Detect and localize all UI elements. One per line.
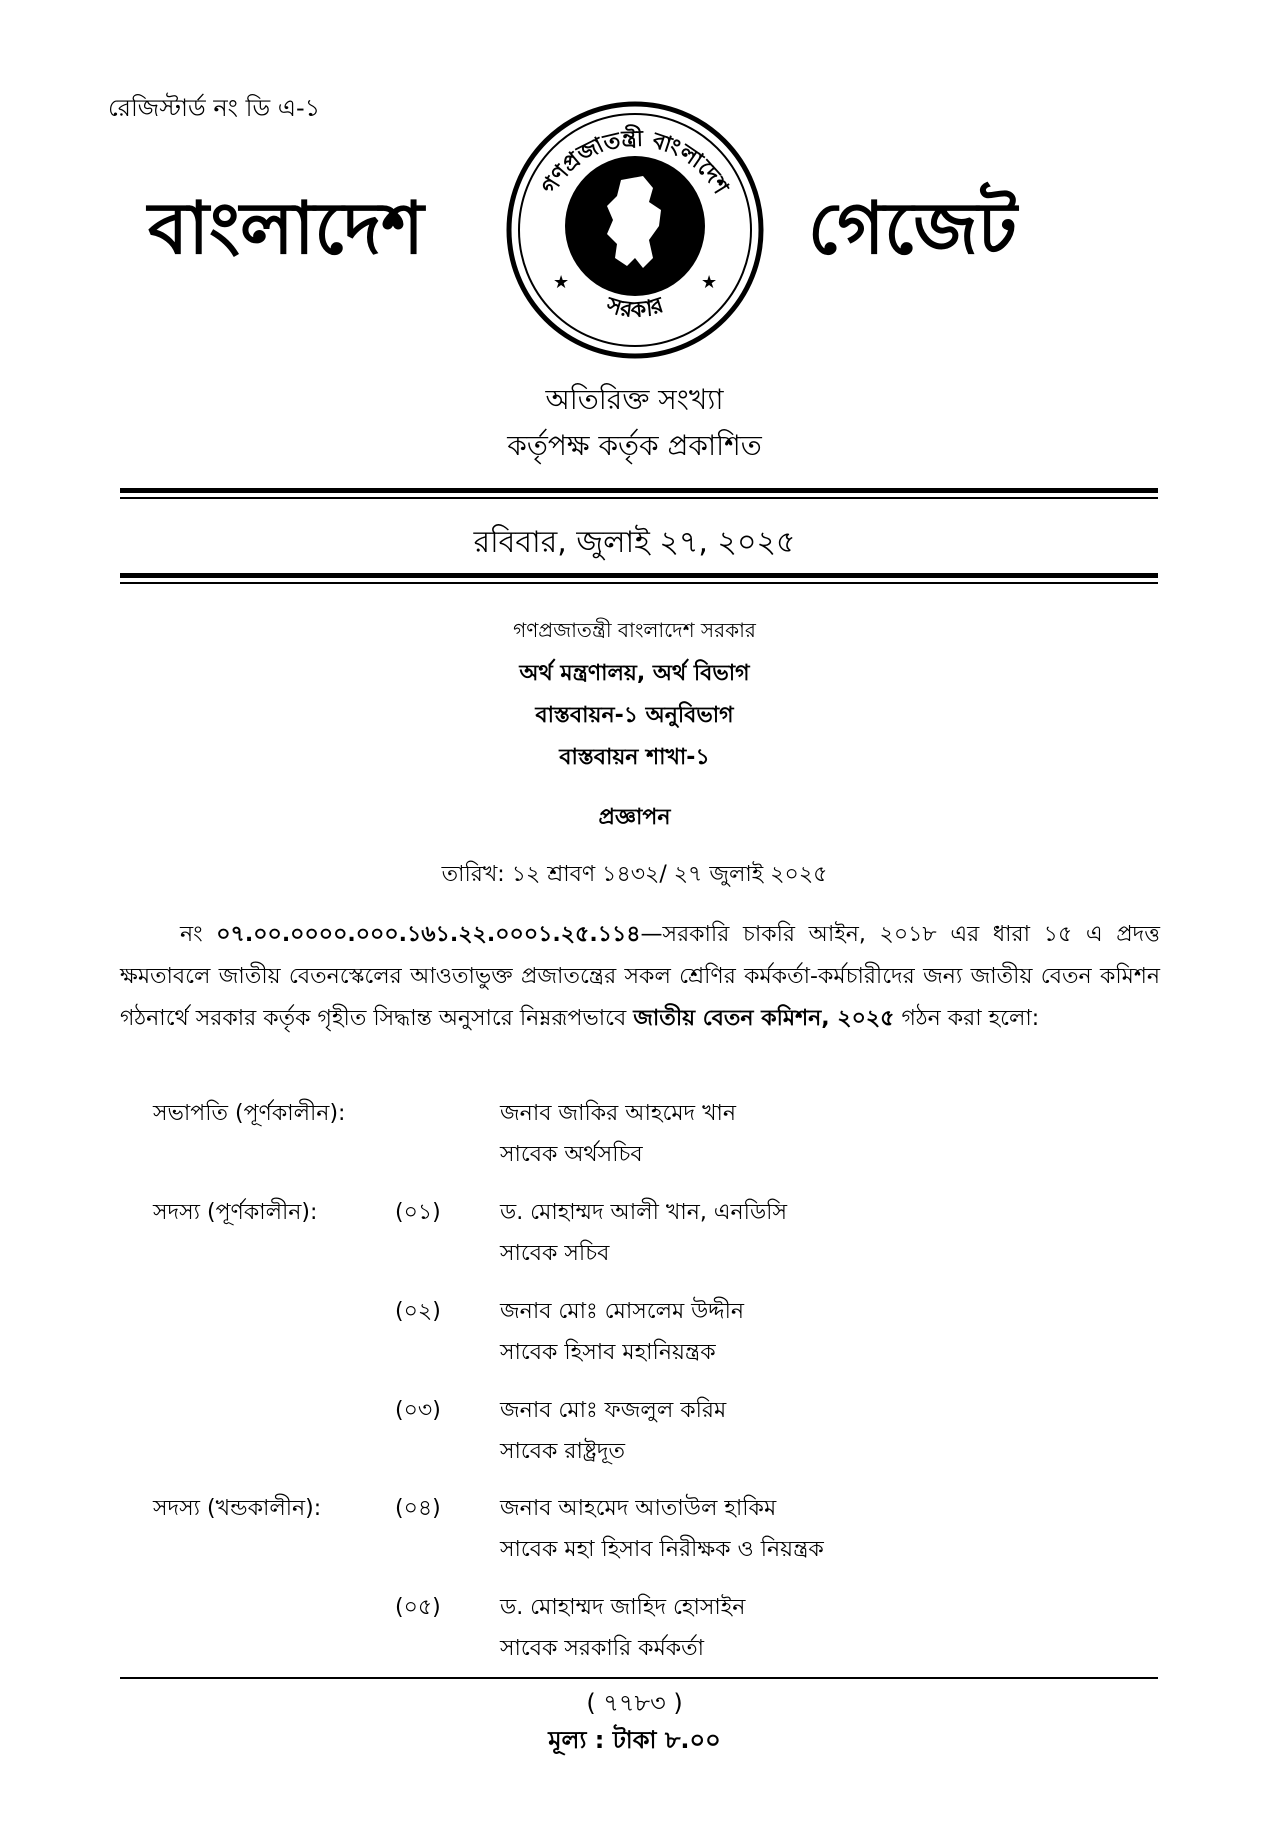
memo-number: ০৭.০০.০০০০.০০০.১৬১.২২.০০০১.২৫.১১৪ [216,922,641,947]
page-number: ( ৭৭৮৩ ) [586,1689,683,1717]
member-name: জনাব আহমেদ আতাউল হাকিম [500,1496,777,1521]
government-name: গণপ্রজাতন্ত্রী বাংলাদেশ সরকার [513,618,756,642]
paragraph-text-1: —সরকারি চাকরি আইন, ২০১৮ এর ধারা ১৫ এ প্রদত্ত ক্ষমতাবলে জাতীয় বেতনস্কেলের আওতাভুক্ত প্রজাতন্ত্রের সকল শ্রেণির কর্মকর্তা-কর্মচারীদের জন্য জাতীয় বেতন কমিশন গঠনার্থে সরকার কর্তৃক গৃহীত সিদ্ধান্ত অনুসারে নিম্নরূপভাবে [120,922,1160,1031]
member-title: সাবেক রাষ্ট্রদূত [500,1439,625,1464]
header-rule-thin [120,497,1158,499]
commission-name: জাতীয় বেতন কমিশন, ২০২৫ [633,1006,895,1031]
member-title: সাবেক সচিব [500,1241,610,1266]
header-rule-thick [120,488,1158,493]
branch-name: বাস্তবায়ন শাখা-১ [559,745,710,770]
extraordinary-issue: অতিরিক্ত সংখ্যা [545,383,724,416]
memo-prefix: নং [180,922,217,947]
seal-top-text: গণপ্রজাতন্ত্রী বাংলাদেশ [537,126,733,199]
gazette-title-left: বাংলাদেশ [148,186,424,270]
seal-bottom-text: সরকার [603,292,667,324]
member-name: ড. মোহাম্মদ জাহিদ হোসাইন [500,1595,746,1620]
member-role: সভাপতি (পূর্ণকালীন): [153,1101,346,1126]
date-rule-thick [120,573,1158,578]
member-title: সাবেক সরকারি কর্মকর্তা [500,1636,705,1661]
registered-number: রেজিস্টার্ড নং ডি এ-১ [108,94,321,122]
footer-rule [120,1677,1158,1679]
member-name: ড. মোহাম্মদ আলী খান, এনডিসি [500,1200,787,1225]
member-number: (০৩) [395,1398,441,1423]
member-name: জনাব মোঃ ফজলুল করিম [500,1398,727,1423]
member-name: জনাব জাকির আহমেদ খান [500,1101,737,1126]
published-by-authority: কর্তৃপক্ষ কর্তৃক প্রকাশিত [507,429,762,462]
member-title: সাবেক অর্থসচিব [500,1142,643,1167]
member-number: (০৪) [395,1496,441,1521]
wing-name: বাস্তবায়ন-১ অনুবিভাগ [535,703,734,728]
notification-paragraph [120,914,1160,1040]
svg-text:সরকার [603,293,668,324]
gazette-date: রবিবার, জুলাই ২৭, ২০২৫ [473,525,796,560]
notification-label: প্রজ্ঞাপন [598,805,671,830]
price: মূল্য : টাকা ৮.০০ [548,1726,721,1754]
member-number: (০২) [395,1299,441,1324]
ministry-name: অর্থ মন্ত্রণালয়, অর্থ বিভাগ [519,661,750,686]
member-role: সদস্য (খন্ডকালীন): [153,1496,322,1521]
seal-star-icon: ★ [701,272,718,293]
government-seal [503,98,767,362]
member-title: সাবেক মহা হিসাব নিরীক্ষক ও নিয়ন্ত্রক [500,1537,824,1562]
date-rule-thin [120,582,1158,584]
member-title: সাবেক হিসাব মহানিয়ন্ত্রক [500,1340,716,1365]
seal-star-icon: ★ [553,272,570,293]
member-number: (০১) [395,1200,441,1225]
paragraph-text-2: গঠন করা হলো: [894,1006,1040,1031]
member-name: জনাব মোঃ মোসলেম উদ্দীন [500,1299,745,1324]
member-role: সদস্য (পূর্ণকালীন): [153,1200,318,1225]
gazette-title-right: গেজেট [808,186,1017,270]
memo-date: তারিখ: ১২ শ্রাবণ ১৪৩২/ ২৭ জুলাই ২০২৫ [441,862,828,887]
member-number: (০৫) [395,1595,441,1620]
